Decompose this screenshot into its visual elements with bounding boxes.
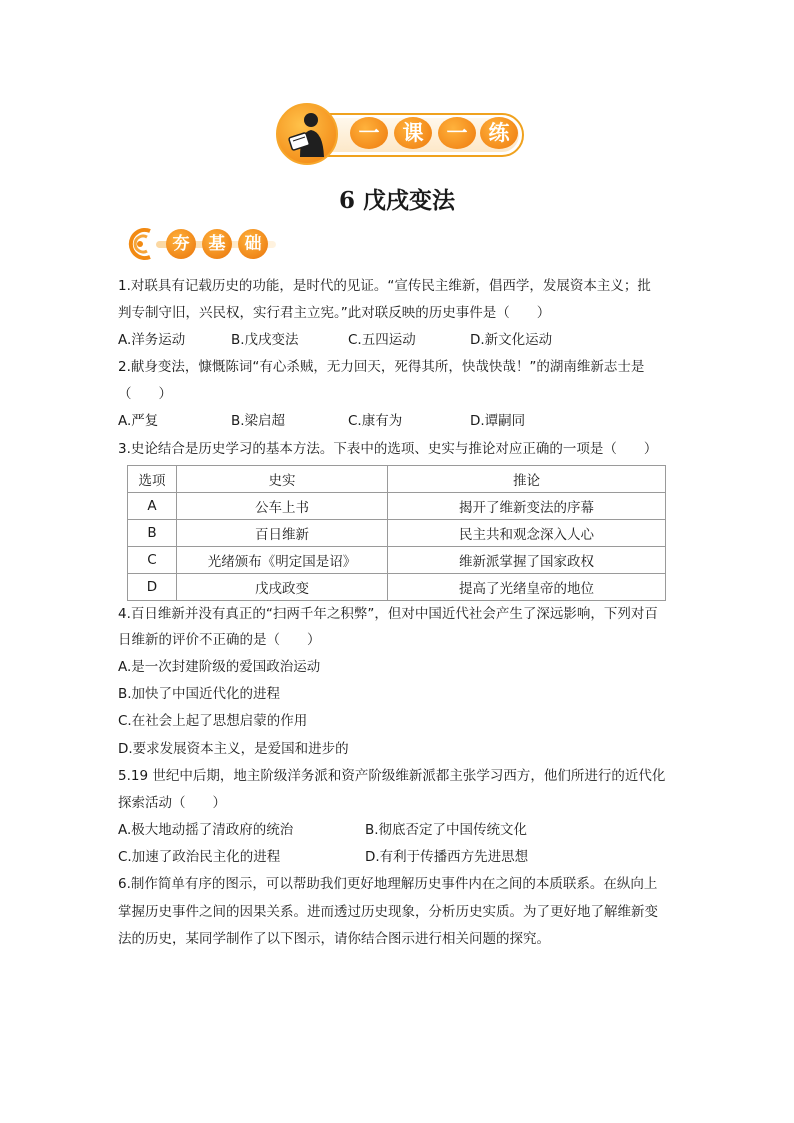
table-cell: B xyxy=(128,520,177,547)
table-row xyxy=(128,547,666,574)
banner-word-1: 一 xyxy=(350,117,388,149)
q5-option-d: D.有利于传播西方先进思想 xyxy=(365,849,529,865)
q4-stem-line-1: 4.百日维新并没有真正的“扫两千年之积弊”，但对中国近代社会产生了深远影响，下列对百 xyxy=(118,606,658,622)
q1-option-a: A.洋务运动 xyxy=(118,332,186,348)
q6-stem-line-3: 法的历史，某同学制作了以下图示，请你结合图示进行相关问题的探究。 xyxy=(118,931,550,947)
table-cell: 戊戌政变 xyxy=(177,574,388,601)
section-badge xyxy=(120,225,278,263)
q1-stem-line-1: 1.对联具有记载历史的功能，是时代的见证。“宣传民主维新，倡西学，发展资本主义；批 xyxy=(118,278,651,294)
section-swirl-icon xyxy=(120,225,160,263)
q3-table xyxy=(127,465,666,601)
q6-stem-line-1: 6.制作简单有序的图示，可以帮助我们更好地理解历史事件内在之间的本质联系。在纵向上 xyxy=(118,876,658,892)
banner-word-3: 一 xyxy=(438,117,476,149)
q5-stem-line-1: 5.19 世纪中后期，地主阶级洋务派和资产阶级维新派都主张学习西方，他们所进行的近代化 xyxy=(118,768,666,784)
banner-word-2: 课 xyxy=(394,117,432,149)
q4-option-c: C.在社会上起了思想启蒙的作用 xyxy=(118,713,308,729)
q2-stem-line-2: （ ） xyxy=(118,386,172,402)
table-header-row xyxy=(128,466,666,493)
table-cell: 民主共和观念深入人心 xyxy=(388,520,666,547)
q5-option-c: C.加速了政治民主化的进程 xyxy=(118,849,281,865)
q1-stem-line-2: 判专制守旧，兴民权，实行君主立宪。”此对联反映的历史事件是（ ） xyxy=(118,305,551,321)
table-cell: D xyxy=(128,574,177,601)
table-cell: C xyxy=(128,547,177,574)
table-header-cell: 推论 xyxy=(388,466,666,493)
q1-option-d: D.新文化运动 xyxy=(470,332,553,348)
section-word-3: 础 xyxy=(238,229,268,259)
q2-stem-line-1: 2.献身变法，慷慨陈词“有心杀贼，无力回天，死得其所，快哉快哉！”的湖南维新志士是 xyxy=(118,359,645,375)
q6-stem-line-2: 掌握历史事件之间的因果关系。进而透过历史现象，分析历史实质。为了更好地了解维新变 xyxy=(118,904,658,920)
reading-student-icon xyxy=(276,103,338,165)
q4-option-b: B.加快了中国近代化的进程 xyxy=(118,686,281,702)
section-word-2: 基 xyxy=(202,229,232,259)
q5-option-a: A.极大地动摇了清政府的统治 xyxy=(118,822,294,838)
q1-option-b: B.戊戌变法 xyxy=(231,332,299,348)
q2-option-c: C.康有为 xyxy=(348,413,403,429)
q4-option-a: A.是一次封建阶级的爱国政治运动 xyxy=(118,659,321,675)
q5-stem-line-2: 探索活动（ ） xyxy=(118,795,226,811)
table-cell: 百日维新 xyxy=(177,520,388,547)
table-cell: 公车上书 xyxy=(177,493,388,520)
table-row xyxy=(128,493,666,520)
table-cell: 提高了光绪皇帝的地位 xyxy=(388,574,666,601)
header-banner xyxy=(276,103,522,165)
table-cell: 维新派掌握了国家政权 xyxy=(388,547,666,574)
q1-option-c: C.五四运动 xyxy=(348,332,416,348)
q2-option-d: D.谭嗣同 xyxy=(470,413,526,429)
table-header-cell: 史实 xyxy=(177,466,388,493)
q5-option-b: B.彻底否定了中国传统文化 xyxy=(365,822,528,838)
q3-stem-line-1: 3.史论结合是历史学习的基本方法。下表中的选项、史实与推论对应正确的一项是（ ） xyxy=(118,441,658,457)
table-row xyxy=(128,574,666,601)
table-cell: 揭开了维新变法的序幕 xyxy=(388,493,666,520)
table-header-cell: 选项 xyxy=(128,466,177,493)
section-word-1: 夯 xyxy=(166,229,196,259)
page-title: 6 戊戌变法 xyxy=(338,187,455,214)
table-row xyxy=(128,520,666,547)
q4-stem-line-2: 日维新的评价不正确的是（ ） xyxy=(118,632,321,648)
table-cell: A xyxy=(128,493,177,520)
q2-option-b: B.梁启超 xyxy=(231,413,286,429)
banner-word-4: 练 xyxy=(480,117,518,149)
table-cell: 光绪颁布《明定国是诏》 xyxy=(177,547,388,574)
q2-option-a: A.严复 xyxy=(118,413,159,429)
q4-option-d: D.要求发展资本主义，是爱国和进步的 xyxy=(118,741,349,757)
